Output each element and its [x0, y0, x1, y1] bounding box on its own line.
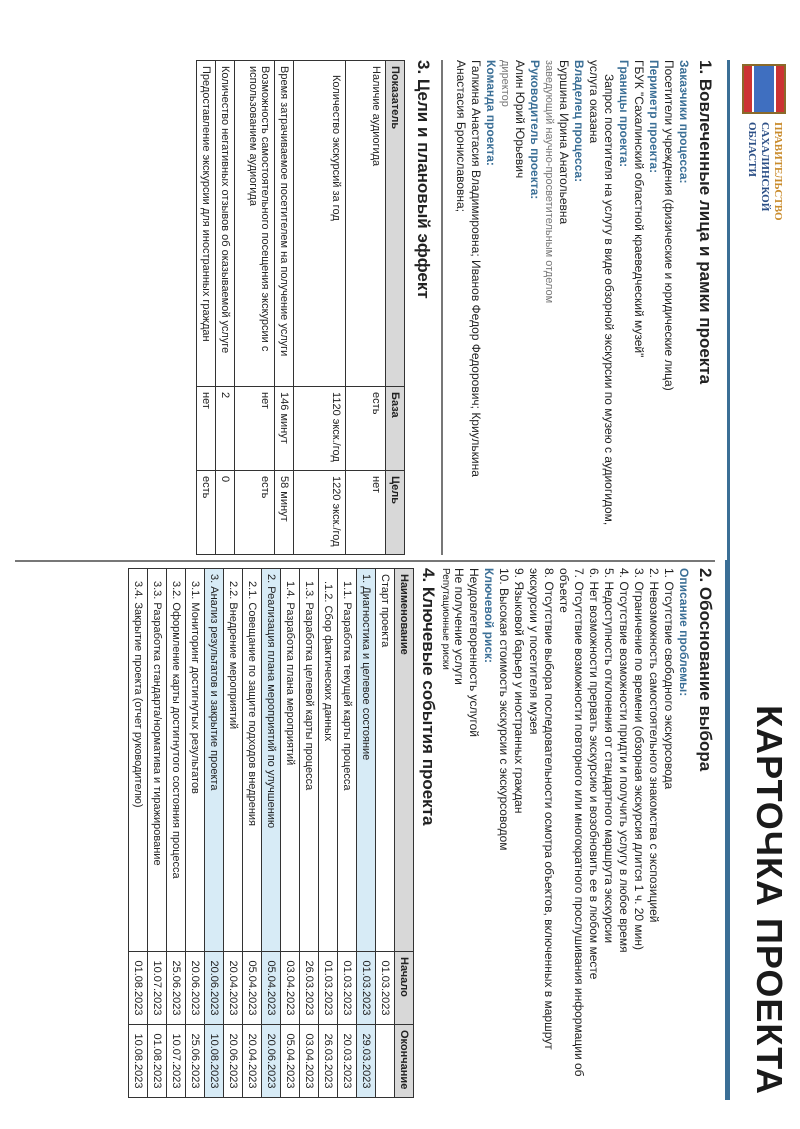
event-name-cell: 3. Анализ результатов и закрытие проекта — [205, 569, 224, 952]
event-end-cell: 20.03.2023 — [338, 1025, 357, 1098]
problem-item: 3. Ограничение по времени (обзорная экскурсия длится 1 ч. 20 мин) — [632, 568, 646, 950]
problem-item: 6. Нет возможности прервать экскурсию и возобновить ее в любом месте — [587, 568, 601, 980]
base-cell: 1120 экск./год — [294, 387, 346, 471]
leader-role: директор — [499, 60, 511, 107]
col-start: Начало — [395, 952, 414, 1025]
problem-item: 7. Отсутствие возможности повторного или многократного прослушивания информации об объекте — [557, 568, 586, 1077]
logo-line-2: САХАЛИНСКОЙ — [759, 122, 771, 212]
goals-row — [216, 61, 235, 555]
event-name-cell: 1.1. Разработка текущей карты процесса — [338, 569, 357, 952]
event-row — [319, 569, 338, 1098]
target-cell: есть — [235, 471, 275, 555]
target-cell: 0 — [216, 471, 235, 555]
events-header-row — [395, 569, 414, 1098]
base-cell: нет — [235, 387, 275, 471]
indicator-cell: Наличие аудиогида — [346, 61, 386, 387]
event-end-cell: 20.04.2023 — [243, 1025, 262, 1098]
event-start-cell: 26.03.2023 — [300, 952, 319, 1025]
base-cell: 2 — [216, 387, 235, 471]
event-end-cell: 03.04.2023 — [300, 1025, 319, 1098]
event-row — [129, 569, 148, 1098]
risk-label: Ключевой риск: — [482, 568, 496, 664]
risk-item: Не получение услуги — [452, 568, 466, 685]
event-name-cell: 3.3. Разработка стандарта/норматива и тиражирование — [148, 569, 167, 952]
customers-value: Посетители учреждения (физические и юридические лица) — [662, 60, 676, 391]
section-3-heading: 3. Цели и плановый эффект — [414, 60, 433, 299]
logo-line-3: ОБЛАСТИ — [746, 122, 758, 177]
event-name-cell: 1.4. Разработка плана мероприятий — [281, 569, 300, 952]
col-base: База — [386, 387, 405, 471]
risk-item: Репутационные риски — [440, 568, 451, 670]
leader-value: Алин Юрий Юрьевич — [513, 60, 527, 179]
government-logo — [732, 52, 792, 272]
indicator-cell: Предоставление экскурсии для иностранных граждан — [197, 61, 216, 387]
title-divider — [725, 560, 730, 1100]
problem-item: 10. Высокая стоимость экскурсии с экскурсоводом — [497, 568, 511, 851]
goals-row — [346, 61, 386, 555]
event-name-cell: 3.1. Мониторинг достигнутых результатов — [186, 569, 205, 952]
event-row — [224, 569, 243, 1098]
event-name-cell: 3.2. Оформление карты достигнутого состояния процесса — [167, 569, 186, 952]
indicator-cell: Время затрачиваемое посетителем на получение услуги — [275, 61, 294, 387]
event-name-cell: Старт проекта — [376, 569, 395, 952]
customers-label: Заказчики процесса: — [677, 60, 691, 184]
col-target: Цель — [386, 471, 405, 555]
bounds-value-2: услуга оказана — [587, 60, 601, 144]
event-row — [357, 569, 376, 1098]
target-cell: есть — [197, 471, 216, 555]
event-row — [148, 569, 167, 1098]
event-row — [300, 569, 319, 1098]
event-end-cell — [376, 1025, 395, 1098]
indicator-cell: Возможность самостоятельного посещения экскурсии с использованием аудиогида — [235, 61, 275, 387]
goals-row — [275, 61, 294, 555]
col-indicator: Показатель — [386, 61, 405, 387]
goals-row — [294, 61, 346, 555]
events-table — [128, 568, 414, 1098]
right-column — [128, 568, 715, 1098]
event-start-cell: 03.04.2023 — [281, 952, 300, 1025]
event-end-cell: 26.03.2023 — [319, 1025, 338, 1098]
event-start-cell: 05.04.2023 — [243, 952, 262, 1025]
coat-of-arms-icon — [742, 64, 786, 114]
page-title: КАРТОЧКА ПРОЕКТА — [749, 705, 790, 1095]
section-divider — [441, 60, 443, 555]
target-cell: 1220 экск./год — [294, 471, 346, 555]
event-name-cell: 1.3. Разработка целевой карты процесса — [300, 569, 319, 952]
perimeter-label: Периметр проекта: — [647, 60, 661, 174]
event-name-cell: 1. Диагностика и целевое состояние — [357, 569, 376, 952]
event-name-cell: 2.1. Совещание по защите подходов внедрения — [243, 569, 262, 952]
goals-table — [196, 60, 405, 555]
event-start-cell: 20.06.2023 — [205, 952, 224, 1025]
event-row — [205, 569, 224, 1098]
event-end-cell: 10.08.2023 — [205, 1025, 224, 1098]
header-divider — [727, 60, 730, 560]
event-end-cell: 05.04.2023 — [281, 1025, 300, 1098]
event-row — [167, 569, 186, 1098]
owner-role: заведующий научно-просветительным отделом — [543, 60, 555, 304]
target-cell: нет — [346, 471, 386, 555]
col-name: Наименование — [395, 569, 414, 952]
indicator-cell: Количество негативных отзывов об оказываемой услуге — [216, 61, 235, 387]
event-start-cell: 10.07.2023 — [148, 952, 167, 1025]
event-row — [262, 569, 281, 1098]
event-row — [376, 569, 395, 1098]
event-row — [338, 569, 357, 1098]
owner-label: Владелец процесса: — [572, 60, 586, 183]
bounds-value-1: Запрос посетителя на услугу в виде обзорной экскурсии по музею с аудиогидом, — [602, 74, 616, 526]
team-label: Команда проекта: — [484, 60, 498, 166]
event-name-cell: 2.2. Внедрение мероприятий — [224, 569, 243, 952]
team-value-1: Галкина Анастасия Владимировна; Иванов Федор Федорович; Криулькина — [469, 60, 483, 477]
base-cell: нет — [197, 387, 216, 471]
event-row — [281, 569, 300, 1098]
event-end-cell: 01.08.2023 — [148, 1025, 167, 1098]
target-cell: 58 минут — [275, 471, 294, 555]
perimeter-value: ГБУК "Сахалинский областной краеведческий музей" — [632, 60, 646, 358]
problem-item: 1. Отсутствие свободного экскурсовода — [662, 568, 676, 790]
column-divider — [15, 560, 715, 562]
event-start-cell: 25.06.2023 — [167, 952, 186, 1025]
event-row — [186, 569, 205, 1098]
problem-item: 4. Отсутствие возможности придти и получить услугу в любое время — [617, 568, 631, 953]
problems-list — [496, 568, 676, 1098]
bounds-label: Границы проекта: — [617, 60, 631, 168]
event-name-cell: 2. Реализация плана мероприятий по улучшению — [262, 569, 281, 952]
problem-item: 5. Недоступность отклонения от стандартного маршрута экскурсии — [602, 568, 616, 944]
event-start-cell: 05.04.2023 — [262, 952, 281, 1025]
owner-value: Буршина Ирина Анатольевна — [557, 60, 571, 225]
event-start-cell: 01.08.2023 — [129, 952, 148, 1025]
event-end-cell: 29.03.2023 — [357, 1025, 376, 1098]
event-start-cell: 01.03.2023 — [357, 952, 376, 1025]
section-2-heading: 2. Обоснование выбора — [696, 568, 715, 772]
problem-item: 9. Языковой барьер у иностранных граждан — [512, 568, 526, 814]
event-start-cell: 20.04.2023 — [224, 952, 243, 1025]
base-cell: есть — [346, 387, 386, 471]
problems-label: Описание проблемы: — [677, 568, 691, 697]
event-end-cell: 20.06.2023 — [262, 1025, 281, 1098]
event-name-cell: .1.2. Сбор фактических данных — [319, 569, 338, 952]
section-1-heading: 1. Вовлеченные лица и рамки проекта — [696, 60, 715, 385]
event-end-cell: 10.07.2023 — [167, 1025, 186, 1098]
event-end-cell: 25.06.2023 — [186, 1025, 205, 1098]
goals-header-row — [386, 61, 405, 555]
event-start-cell: 01.03.2023 — [338, 952, 357, 1025]
event-row — [243, 569, 262, 1098]
section-4-heading: 4. Ключевые события проекта — [419, 568, 438, 826]
goals-row — [197, 61, 216, 555]
problem-item: 8. Отсутствие выбора последовательности осмотра объектов, включенных в маршрут экскурсии у посетителя музея — [527, 568, 556, 1050]
team-value-2: Анастасия Брониславовна; — [454, 60, 468, 213]
left-column — [196, 60, 715, 555]
base-cell: 146 минут — [275, 387, 294, 471]
indicator-cell: Количество экскурсий за год — [294, 61, 346, 387]
event-name-cell: 3.4. Закрытие проекта (отчет руководителю) — [129, 569, 148, 952]
leader-label: Руководитель проекта: — [528, 60, 542, 200]
event-start-cell: 20.06.2023 — [186, 952, 205, 1025]
event-end-cell: 20.06.2023 — [224, 1025, 243, 1098]
event-start-cell: 01.03.2023 — [319, 952, 338, 1025]
goals-row — [235, 61, 275, 555]
problem-item: 2. Невозможность самостоятельного знакомства с экспозицией — [647, 568, 661, 923]
event-start-cell: 01.03.2023 — [376, 952, 395, 1025]
logo-line-1: ПРАВИТЕЛЬСТВО — [772, 122, 784, 221]
event-end-cell: 10.08.2023 — [129, 1025, 148, 1098]
col-end: Окончание — [395, 1025, 414, 1098]
risk-item: Неудовлетворенность услугой — [467, 568, 481, 737]
